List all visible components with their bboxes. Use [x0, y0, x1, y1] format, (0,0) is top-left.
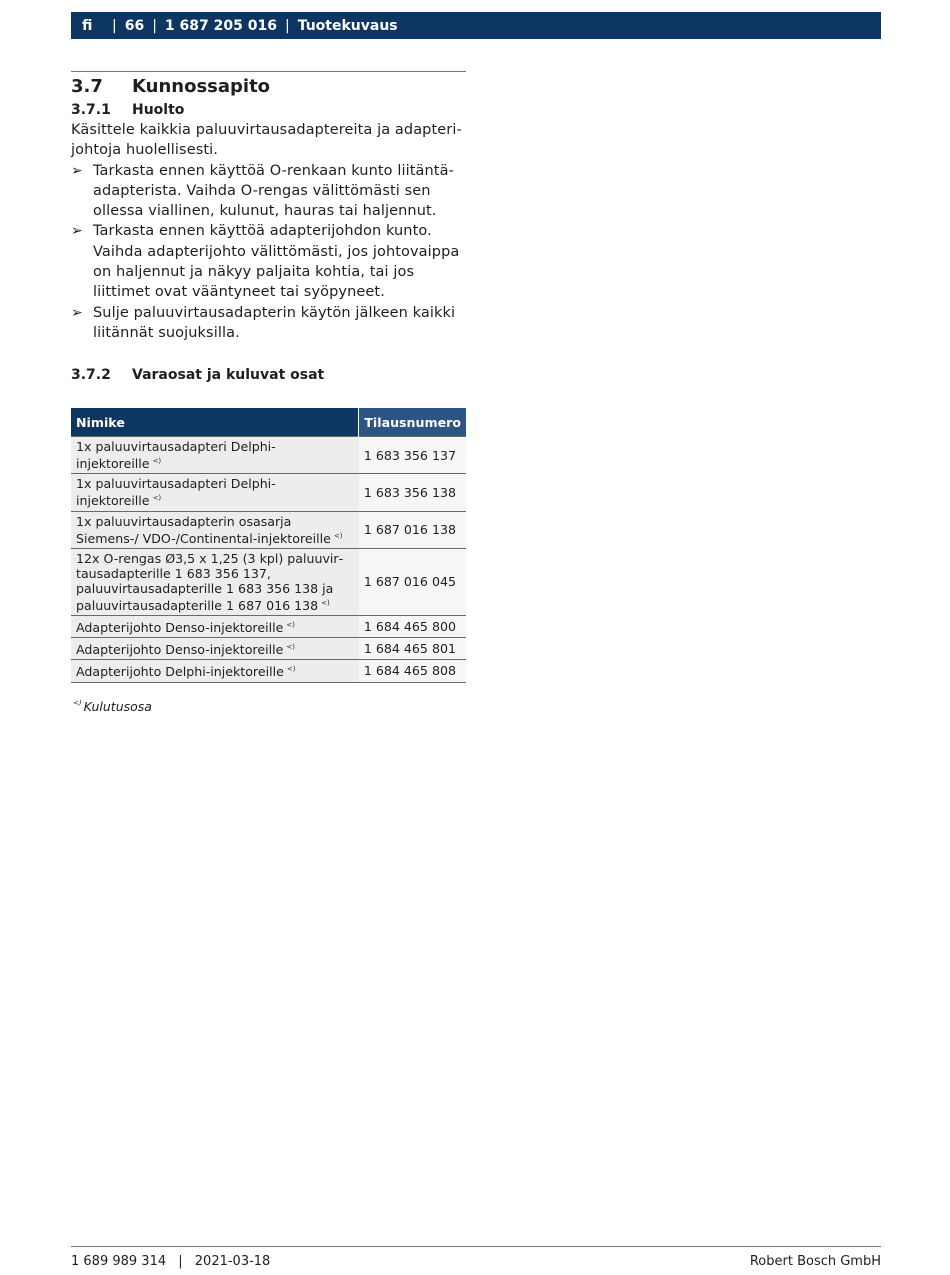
table-row [71, 437, 466, 474]
section-divider [71, 71, 466, 72]
footnote-text: Kulutusosa [83, 698, 152, 714]
instruction-text: Tarkasta ennen käyttöä adapterijohdon kunto. Vaihda adapterijohto välittömästi, jos johtovaippa on haljennut ja näkyy paljaita kohtia, tai jos liittimet ovat vääntyneet tai syöpyneet. [93, 223, 460, 301]
document-title: Tuotekuvaus [297, 17, 398, 34]
subsection-title: Varaosat ja kuluvat osat [132, 367, 325, 384]
part-name-cell [71, 638, 359, 660]
table-row [71, 660, 466, 682]
section-number: 3.7 [71, 76, 103, 97]
list-item [71, 221, 466, 302]
part-name-cell [71, 474, 359, 511]
part-name-cell [71, 660, 359, 682]
wear-part-marker: <) [321, 598, 330, 607]
table-header-row [71, 408, 466, 437]
order-number-cell: 1 684 465 800 [359, 616, 466, 638]
part-name: 1x paluuvirtausadapteri Delphi-injektoreille [76, 439, 276, 472]
subsection-number: 3.7.1 [71, 102, 111, 118]
subsection-heading-spare-parts [71, 366, 466, 384]
part-name: Adapterijohto Delphi-injektoreille [76, 664, 284, 680]
subsection-title: Huolto [132, 102, 185, 118]
footer-document-code: 1 689 989 314 [71, 1254, 167, 1269]
footer-document-info [71, 1254, 270, 1269]
arrow-bullet-icon: ➢ [71, 162, 83, 179]
header-separator: | [284, 17, 290, 34]
table-row [71, 511, 466, 548]
wear-part-marker: <) [333, 531, 343, 540]
part-name: Adapterijohto Denso-injektoreille [76, 620, 284, 636]
list-item [71, 303, 466, 344]
document-number: 1 687 205 016 [164, 17, 277, 34]
order-number-cell: 1 683 356 137 [359, 437, 466, 474]
main-content [71, 71, 466, 714]
header-separator: | [152, 17, 157, 34]
table-row [71, 616, 466, 638]
instruction-text: Tarkasta ennen käyttöä O-renkaan kunto liitäntäadapterista. Vaihda O-rengas välittömästi sen ollessa viallinen, kulunut, hauras tai haljennut. [93, 162, 454, 220]
column-header-name: Nimike [71, 408, 359, 437]
arrow-bullet-icon: ➢ [71, 304, 83, 321]
footer-date: 2021-03-18 [194, 1254, 271, 1269]
page-number: 66 [124, 17, 145, 34]
language-code: fi [82, 17, 93, 34]
footer-company: Robert Bosch GmbH [749, 1254, 881, 1269]
part-name-cell [71, 511, 359, 548]
wear-part-marker: <) [152, 494, 162, 503]
part-name: 1x paluuvirtausadapterin osasarja Siemens-/ VDO-/Continental-injektoreille [76, 513, 331, 546]
subsection-number: 3.7.2 [71, 367, 111, 384]
maintenance-intro: Käsittele kaikkia paluuvirtausadaptereita ja adapterijohtoja huolellisesti. [71, 122, 462, 159]
part-name-cell [71, 616, 359, 638]
maintenance-instructions [71, 161, 466, 344]
header-separator: | [112, 17, 117, 34]
wear-part-marker: <) [286, 665, 296, 674]
subsection-heading-maintenance [71, 101, 466, 119]
part-name: Adapterijohto Denso-injektoreille [76, 642, 284, 658]
spare-parts-table [71, 408, 466, 682]
table-row [71, 548, 466, 615]
arrow-bullet-icon: ➢ [71, 223, 83, 240]
instruction-text: Sulje paluuvirtausadapterin käytön jälkeen kaikki liitännät suojuksilla. [93, 304, 456, 341]
wear-part-marker: <) [286, 643, 295, 652]
part-name: 1x paluuvirtausadapteri Delphi-injektoreille [76, 476, 276, 509]
list-item [71, 161, 466, 222]
footer-separator: | [178, 1254, 183, 1269]
part-name: 12x O-rengas Ø3,5 x 1,25 (3 kpl) paluuvirtausadapterille 1 683 356 137, paluuvirtausadapterille 1 683 356 138 ja paluuvirtausadapterille 1 687 016 138 [76, 550, 344, 614]
column-header-order-number: Tilausnumero [359, 408, 466, 437]
part-name-cell [71, 437, 359, 474]
part-name-cell [71, 548, 359, 615]
section-heading [71, 76, 466, 98]
order-number-cell: 1 687 016 138 [359, 511, 466, 548]
table-footnote [71, 699, 466, 714]
wear-part-marker: <) [152, 457, 162, 466]
order-number-cell: 1 684 465 801 [359, 638, 466, 660]
wear-part-marker: <) [286, 621, 295, 630]
wear-part-marker: <) [73, 699, 82, 708]
order-number-cell: 1 687 016 045 [359, 548, 466, 615]
table-row [71, 474, 466, 511]
order-number-cell: 1 684 465 808 [359, 660, 466, 682]
order-number-cell: 1 683 356 138 [359, 474, 466, 511]
footer-divider [71, 1246, 881, 1247]
page-header [71, 12, 881, 39]
table-row [71, 638, 466, 660]
section-title: Kunnossapito [132, 76, 271, 97]
